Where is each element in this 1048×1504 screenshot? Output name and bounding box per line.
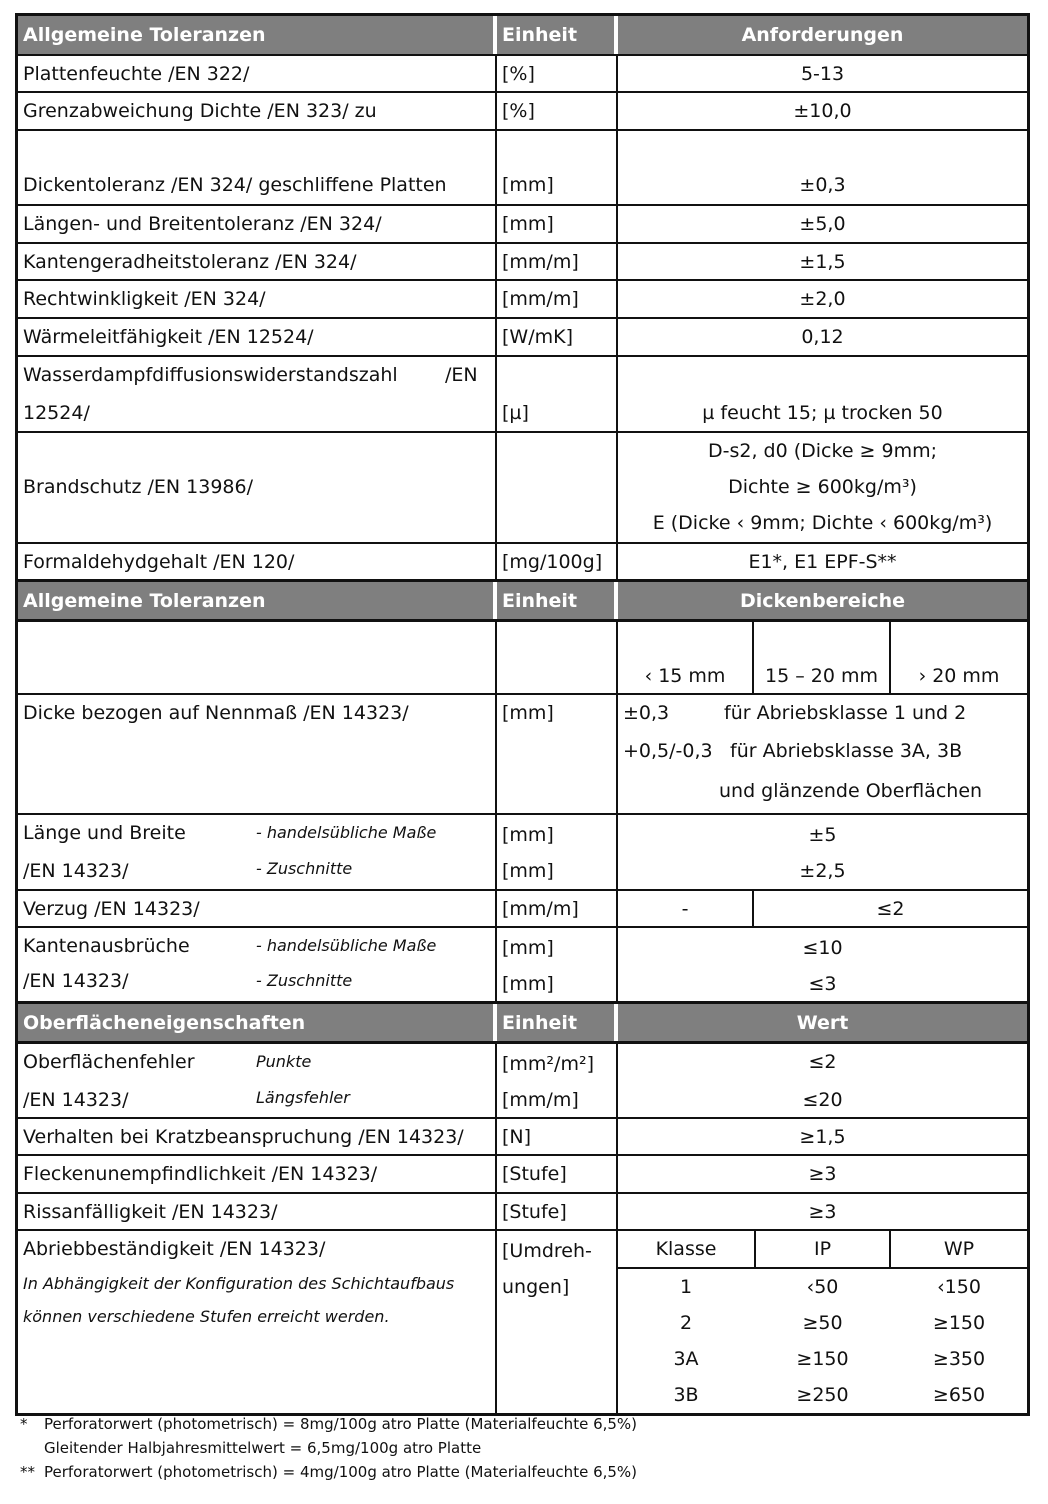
row-unit: [mm/m]: [497, 281, 618, 317]
row-value: ≤2: [876, 898, 905, 920]
header-unit: Einheit: [497, 1004, 618, 1041]
abrieb-class-row: [618, 1341, 1027, 1377]
row-value: ≥3: [808, 1201, 837, 1223]
abrieb-cell: ≥650: [932, 1384, 986, 1406]
table-row: [18, 54, 1027, 91]
header-label: Allgemeine Toleranzen: [18, 582, 497, 619]
table-row: [18, 317, 1027, 355]
abrieb-cell: 3A: [673, 1348, 699, 1370]
abrieb-cell: ≥150: [932, 1312, 986, 1334]
specification-table: [15, 13, 1030, 1416]
table-row: [18, 129, 1027, 204]
row-value: ±0,3: [799, 174, 846, 196]
row-value: E1*, E1 EPF-S**: [748, 551, 897, 573]
abrieb-class-row: [618, 1305, 1027, 1341]
row-unit: [mm] [mm]: [497, 815, 618, 889]
empty-cell: [497, 622, 618, 693]
row-unit: [%]: [497, 93, 618, 129]
row-unit: [497, 433, 618, 542]
row-value: ±2,0: [799, 288, 846, 310]
abrieb-body: [618, 1269, 1027, 1413]
table-row: [18, 542, 1027, 579]
header-value: Wert: [796, 1012, 849, 1034]
ranges-row: [18, 619, 1027, 693]
row-value: ±0,3 für Abriebsklasse 1 und 2 +0,5/-0,3 für Abriebsklasse 3A, 3B und glänzende Oberflächen: [623, 702, 983, 802]
table-row: [18, 279, 1027, 317]
row-label: Dicke bezogen auf Nennmaß /EN 14323/: [18, 695, 497, 813]
header-value: Dickenbereiche: [739, 590, 906, 612]
row-unit: [Stufe]: [497, 1156, 618, 1192]
row-label: Rissanfälligkeit /EN 14323/: [18, 1194, 497, 1229]
abrieb-cell: 2: [679, 1312, 693, 1334]
section2-header: [18, 579, 1027, 619]
range-mid: 15 – 20 mm: [754, 622, 891, 693]
row-label: Brandschutz /EN 13986/: [18, 433, 497, 542]
laenge-row: [18, 813, 1027, 889]
row-unit: [Umdreh- ungen]: [497, 1231, 618, 1413]
header-label: Oberflächeneigenschaften: [18, 1004, 497, 1041]
row-unit: [N]: [497, 1119, 618, 1154]
row-label: Oberflächenfehler /EN 14323/ Punkte Längsfehler: [18, 1044, 497, 1117]
row-unit: [W/mK]: [497, 319, 618, 355]
row-unit: [mm]: [497, 695, 618, 813]
row-unit: [mm/m]: [497, 244, 618, 279]
abrieb-class-row: [618, 1269, 1027, 1305]
table-row: [18, 431, 1027, 542]
row-value: D-s2, d0 (Dicke ≥ 9mm; Dichte ≥ 600kg/m³) E (Dicke ‹ 9mm; Dichte ‹ 600kg/m³): [652, 440, 993, 534]
row-label: Plattenfeuchte /EN 322/: [18, 56, 497, 91]
table-row: [18, 91, 1027, 129]
row-value: ±1,5: [799, 251, 846, 273]
header-value: Anforderungen: [741, 24, 904, 46]
abrieb-cell: ≥350: [932, 1348, 986, 1370]
abrieb-cell: 1: [679, 1276, 693, 1298]
row-value: µ feucht 15; µ trocken 50: [702, 402, 943, 424]
row-value: ≥1,5: [799, 1126, 846, 1148]
table-row: [18, 355, 1027, 431]
row-value: ≤10 ≤3: [802, 937, 843, 995]
range-small: ‹ 15 mm: [618, 622, 754, 693]
row-label: Längen- und Breitentoleranz /EN 324/: [18, 206, 497, 242]
table-row: [18, 242, 1027, 279]
dicke-row: [18, 693, 1027, 813]
footnote-1b: Gleitender Halbjahresmittelwert = 6,5mg/100g atro Platte: [44, 1439, 482, 1457]
row-unit: [mg/100g]: [497, 544, 618, 579]
header-unit: Einheit: [497, 582, 618, 619]
footnote-1: * Perforatorwert (photometrisch) = 8mg/100g atro Platte (Materialfeuchte 6,5%): [20, 1415, 638, 1433]
abrieb-class-row: [618, 1377, 1027, 1413]
fehler-row: [18, 1041, 1027, 1117]
table-row: [18, 1192, 1027, 1229]
row-label: Verhalten bei Kratzbeanspruchung /EN 14323/: [18, 1119, 497, 1154]
abrieb-cell: ≥50: [802, 1312, 843, 1334]
abrieb-cell: ‹150: [937, 1276, 981, 1298]
footnote-2: ** Perforatorwert (photometrisch) = 4mg/100g atro Platte (Materialfeuchte 6,5%): [20, 1463, 638, 1481]
range-large: › 20 mm: [918, 665, 1000, 687]
section1-header: [18, 16, 1027, 54]
row-label: Wärmeleitfähigkeit /EN 12524/: [18, 319, 497, 355]
row-label: Grenzabweichung Dichte /EN 323/ zu: [18, 93, 497, 129]
table-row: [18, 1117, 1027, 1154]
verzug-row: [18, 889, 1027, 926]
row-label: Dickentoleranz /EN 324/ geschliffene Platten: [18, 131, 497, 204]
row-value: 0,12: [801, 326, 844, 348]
row-unit: [Stufe]: [497, 1194, 618, 1229]
row-value: 5-13: [800, 63, 845, 85]
row-value: -: [618, 891, 754, 926]
header-label: Allgemeine Toleranzen: [18, 16, 497, 54]
row-unit: [mm] [mm]: [497, 928, 618, 1001]
row-value: ±5,0: [799, 213, 846, 235]
row-unit: [mm²/m²] [mm/m]: [497, 1044, 618, 1117]
row-label: Kantenausbrüche /EN 14323/ - handelsübliche Maße - Zuschnitte: [18, 928, 497, 1001]
empty-cell: [18, 622, 497, 693]
row-label: Rechtwinkligkeit /EN 324/: [18, 281, 497, 317]
section3-header: [18, 1001, 1027, 1041]
abrieb-header: Klasse IP WP: [618, 1231, 1027, 1269]
row-unit: [mm]: [497, 206, 618, 242]
row-label: Abriebbeständigkeit /EN 14323/ In Abhängigkeit der Konfiguration des Schichtaufbaus können verschiedene Stufen erreicht werden.: [18, 1231, 497, 1413]
row-unit: [%]: [497, 56, 618, 91]
row-label: Verzug /EN 14323/: [18, 891, 497, 926]
row-label: Fleckenunempfindlichkeit /EN 14323/: [18, 1156, 497, 1192]
abrieb-cell: 3B: [673, 1384, 699, 1406]
row-value: ≥3: [808, 1163, 837, 1185]
row-value: ≤2 ≤20: [802, 1051, 843, 1111]
row-label: Länge und Breite /EN 14323/ - handelsübliche Maße - Zuschnitte: [18, 815, 497, 889]
row-value: ±10,0: [793, 100, 852, 122]
abrieb-cell: ‹50: [806, 1276, 839, 1298]
table-row: [18, 1154, 1027, 1192]
header-unit: Einheit: [497, 16, 618, 54]
row-label: Formaldehydgehalt /EN 120/: [18, 544, 497, 579]
abrieb-table: [618, 1231, 1027, 1413]
row-unit: [mm]: [497, 131, 618, 204]
kanten-row: [18, 926, 1027, 1001]
row-unit: [mm/m]: [497, 891, 618, 926]
row-value: ±5 ±2,5: [799, 824, 846, 882]
abrieb-cell: ≥250: [796, 1384, 849, 1406]
abrieb-row: [18, 1229, 1027, 1413]
row-label: Kantengeradheitstoleranz /EN 324/: [18, 244, 497, 279]
table-row: [18, 204, 1027, 242]
row-unit: [µ]: [497, 357, 618, 431]
abrieb-cell: ≥150: [796, 1348, 849, 1370]
row-label: Wasserdampfdiffusionswiderstandszahl /EN 12524/: [18, 357, 497, 431]
